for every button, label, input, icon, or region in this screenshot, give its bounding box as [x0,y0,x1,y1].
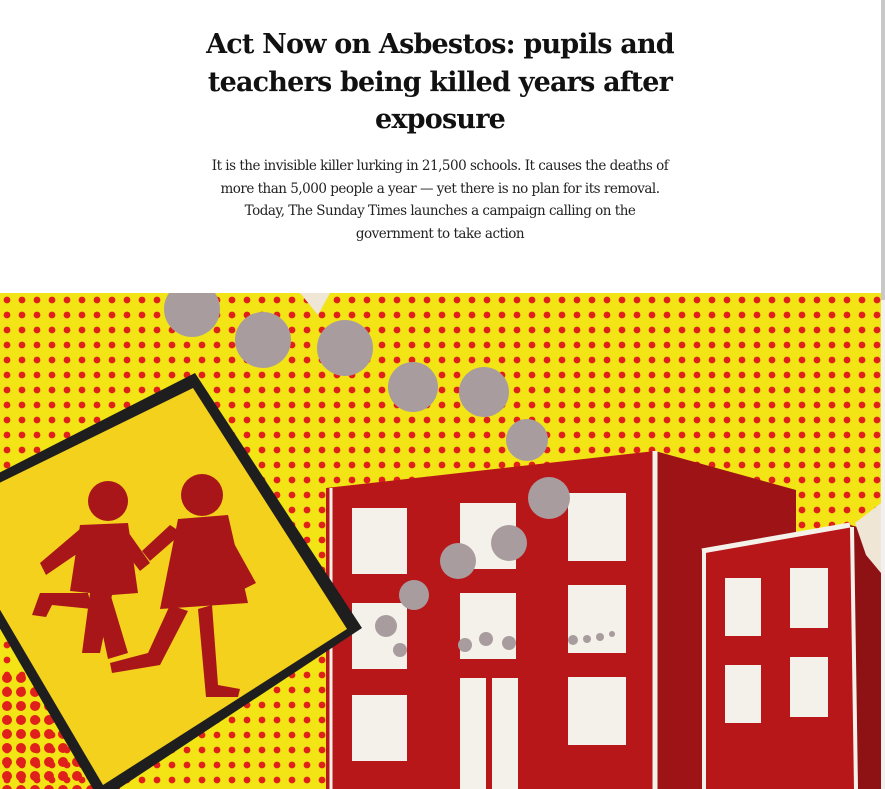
building-window [790,568,828,628]
building-window [790,657,828,717]
building-window [568,677,626,745]
scrollbar-track[interactable] [881,0,885,789]
hero-illustration [0,293,881,789]
building-window [352,603,407,669]
building-window [725,665,761,723]
article-headline: Act Now on Asbestos: pupils and teachers being killed years after exposure [206,29,674,135]
school-building-side [702,525,881,789]
article-standfirst: It is the invisible killer lurking in 21,500 schools. It causes the deaths of more than 5,000 people a year — yet there is no plan for its removal. Today, The Sunday Times launches a campaign calling on the government to take action [211,158,669,242]
hero-illustration-svg [0,293,881,789]
building-door [492,678,518,789]
scrollbar-thumb[interactable] [881,0,885,300]
building-window [568,493,626,561]
building-door [460,678,486,789]
building-window [352,695,407,761]
building-window [725,578,761,636]
building-window [352,508,407,574]
article-header [0,0,881,293]
